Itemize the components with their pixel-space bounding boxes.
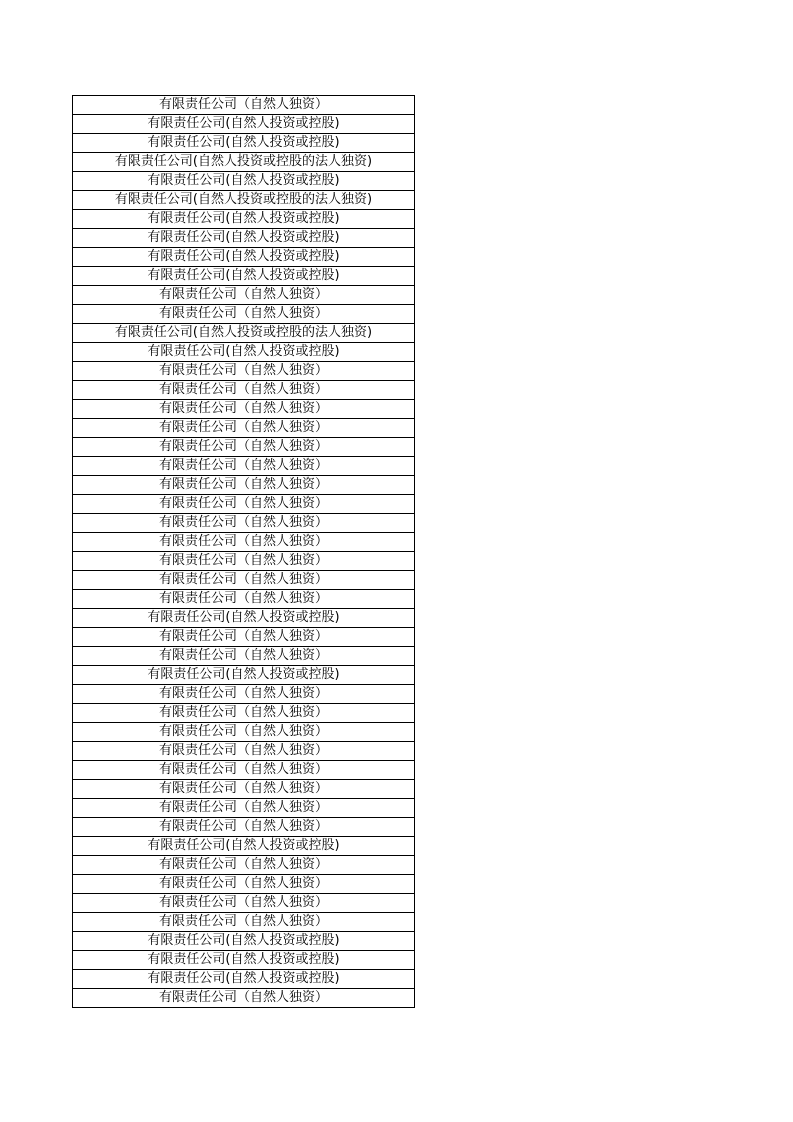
table-row bbox=[73, 191, 415, 210]
table-row bbox=[73, 761, 415, 780]
table-row bbox=[73, 590, 415, 609]
company-type-cell[interactable]: 有限责任公司（自然人独资） bbox=[73, 780, 415, 799]
company-type-cell[interactable]: 有限责任公司(自然人投资或控股) bbox=[73, 210, 415, 229]
table-row bbox=[73, 267, 415, 286]
company-type-cell[interactable]: 有限责任公司(自然人投资或控股) bbox=[73, 343, 415, 362]
table-row bbox=[73, 362, 415, 381]
table-row bbox=[73, 381, 415, 400]
company-type-table bbox=[72, 95, 415, 1008]
table-row bbox=[73, 419, 415, 438]
company-type-cell[interactable]: 有限责任公司（自然人独资） bbox=[73, 818, 415, 837]
table-row bbox=[73, 400, 415, 419]
table-row bbox=[73, 229, 415, 248]
company-type-table-body bbox=[73, 96, 415, 1008]
company-type-cell[interactable]: 有限责任公司（自然人独资） bbox=[73, 989, 415, 1008]
company-type-cell[interactable]: 有限责任公司(自然人投资或控股) bbox=[73, 951, 415, 970]
company-type-cell[interactable]: 有限责任公司(自然人投资或控股) bbox=[73, 609, 415, 628]
company-type-cell[interactable]: 有限责任公司(自然人投资或控股) bbox=[73, 837, 415, 856]
table-row bbox=[73, 609, 415, 628]
company-type-cell[interactable]: 有限责任公司(自然人投资或控股) bbox=[73, 932, 415, 951]
company-type-cell[interactable]: 有限责任公司（自然人独资） bbox=[73, 381, 415, 400]
company-type-cell[interactable]: 有限责任公司(自然人投资或控股的法人独资) bbox=[73, 153, 415, 172]
company-type-cell[interactable]: 有限责任公司（自然人独资） bbox=[73, 457, 415, 476]
company-type-cell[interactable]: 有限责任公司（自然人独资） bbox=[73, 400, 415, 419]
company-type-cell[interactable]: 有限责任公司（自然人独资） bbox=[73, 913, 415, 932]
company-type-cell[interactable]: 有限责任公司(自然人投资或控股) bbox=[73, 229, 415, 248]
table-row bbox=[73, 134, 415, 153]
table-row bbox=[73, 248, 415, 267]
company-type-cell[interactable]: 有限责任公司(自然人投资或控股) bbox=[73, 115, 415, 134]
table-row bbox=[73, 571, 415, 590]
table-row bbox=[73, 457, 415, 476]
company-type-cell[interactable]: 有限责任公司（自然人独资） bbox=[73, 495, 415, 514]
company-type-cell[interactable]: 有限责任公司（自然人独资） bbox=[73, 305, 415, 324]
table-row bbox=[73, 780, 415, 799]
company-type-cell[interactable]: 有限责任公司(自然人投资或控股) bbox=[73, 172, 415, 191]
company-type-cell[interactable]: 有限责任公司（自然人独资） bbox=[73, 723, 415, 742]
table-row bbox=[73, 210, 415, 229]
table-row bbox=[73, 894, 415, 913]
table-row bbox=[73, 647, 415, 666]
company-type-cell[interactable]: 有限责任公司（自然人独资） bbox=[73, 799, 415, 818]
table-row bbox=[73, 115, 415, 134]
company-type-cell[interactable]: 有限责任公司(自然人投资或控股) bbox=[73, 248, 415, 267]
company-type-cell[interactable]: 有限责任公司（自然人独资） bbox=[73, 590, 415, 609]
table-row bbox=[73, 172, 415, 191]
table-row bbox=[73, 818, 415, 837]
company-type-cell[interactable]: 有限责任公司（自然人独资） bbox=[73, 96, 415, 115]
company-type-cell[interactable]: 有限责任公司(自然人投资或控股的法人独资) bbox=[73, 191, 415, 210]
table-row bbox=[73, 305, 415, 324]
company-type-cell[interactable]: 有限责任公司(自然人投资或控股) bbox=[73, 134, 415, 153]
company-type-cell[interactable]: 有限责任公司（自然人独资） bbox=[73, 761, 415, 780]
company-type-cell[interactable]: 有限责任公司（自然人独资） bbox=[73, 742, 415, 761]
company-type-cell[interactable]: 有限责任公司（自然人独资） bbox=[73, 894, 415, 913]
table-row bbox=[73, 628, 415, 647]
table-row bbox=[73, 913, 415, 932]
company-type-cell[interactable]: 有限责任公司（自然人独资） bbox=[73, 875, 415, 894]
table-row bbox=[73, 476, 415, 495]
table-row bbox=[73, 153, 415, 172]
company-type-cell[interactable]: 有限责任公司（自然人独资） bbox=[73, 647, 415, 666]
table-row bbox=[73, 96, 415, 115]
company-type-cell[interactable]: 有限责任公司（自然人独资） bbox=[73, 533, 415, 552]
table-row bbox=[73, 552, 415, 571]
table-row bbox=[73, 875, 415, 894]
company-type-cell[interactable]: 有限责任公司（自然人独资） bbox=[73, 476, 415, 495]
company-type-cell[interactable]: 有限责任公司（自然人独资） bbox=[73, 362, 415, 381]
company-type-cell[interactable]: 有限责任公司（自然人独资） bbox=[73, 628, 415, 647]
table-row bbox=[73, 533, 415, 552]
table-row bbox=[73, 495, 415, 514]
table-row bbox=[73, 438, 415, 457]
table-row bbox=[73, 343, 415, 362]
table-row bbox=[73, 989, 415, 1008]
table-row bbox=[73, 799, 415, 818]
table-row bbox=[73, 856, 415, 875]
company-type-cell[interactable]: 有限责任公司（自然人独资） bbox=[73, 704, 415, 723]
company-type-cell[interactable]: 有限责任公司（自然人独资） bbox=[73, 856, 415, 875]
table-row bbox=[73, 324, 415, 343]
table-row bbox=[73, 514, 415, 533]
company-type-cell[interactable]: 有限责任公司（自然人独资） bbox=[73, 571, 415, 590]
company-type-cell[interactable]: 有限责任公司（自然人独资） bbox=[73, 552, 415, 571]
table-row bbox=[73, 951, 415, 970]
table-row bbox=[73, 932, 415, 951]
table-row bbox=[73, 286, 415, 305]
company-type-cell[interactable]: 有限责任公司(自然人投资或控股) bbox=[73, 970, 415, 989]
company-type-cell[interactable]: 有限责任公司（自然人独资） bbox=[73, 419, 415, 438]
table-row bbox=[73, 685, 415, 704]
table-row bbox=[73, 704, 415, 723]
table-row bbox=[73, 742, 415, 761]
table-row bbox=[73, 970, 415, 989]
company-type-cell[interactable]: 有限责任公司(自然人投资或控股) bbox=[73, 267, 415, 286]
company-type-cell[interactable]: 有限责任公司（自然人独资） bbox=[73, 685, 415, 704]
company-type-cell[interactable]: 有限责任公司(自然人投资或控股的法人独资) bbox=[73, 324, 415, 343]
table-row bbox=[73, 723, 415, 742]
company-type-cell[interactable]: 有限责任公司(自然人投资或控股) bbox=[73, 666, 415, 685]
table-row bbox=[73, 837, 415, 856]
company-type-cell[interactable]: 有限责任公司（自然人独资） bbox=[73, 438, 415, 457]
table-row bbox=[73, 666, 415, 685]
company-type-cell[interactable]: 有限责任公司（自然人独资） bbox=[73, 514, 415, 533]
company-type-cell[interactable]: 有限责任公司（自然人独资） bbox=[73, 286, 415, 305]
